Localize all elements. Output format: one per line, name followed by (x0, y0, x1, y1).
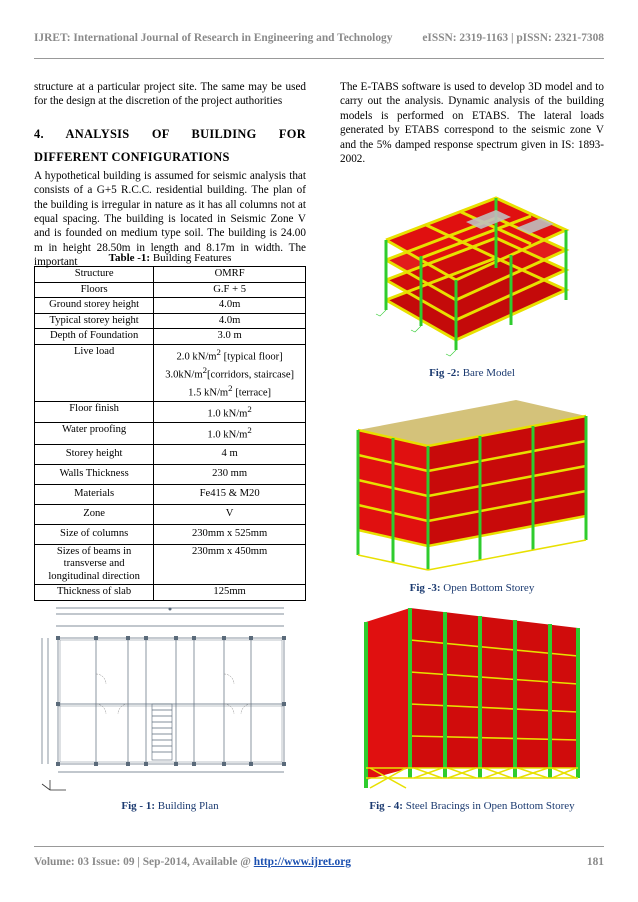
fig4-caption (340, 800, 604, 812)
table-key: Size of columns (35, 524, 154, 544)
building-plan-drawing (36, 604, 304, 796)
live-load-typical-note: [typical floor] (220, 351, 283, 363)
fig1-label: Fig - 1: (121, 800, 156, 812)
table-value: 230mm x 450mm (154, 544, 306, 585)
table-key: Live load (35, 344, 154, 401)
table-key: Depth of Foundation (35, 329, 154, 345)
table-value: 4 m (154, 444, 306, 464)
page-header (34, 32, 604, 52)
live-load-corridor-note: [corridors, staircase] (206, 369, 295, 381)
fig1-text: Building Plan (155, 800, 219, 812)
table-value (154, 344, 306, 401)
issn-info: eISSN: 2319-1163 | pISSN: 2321-7308 (422, 32, 604, 44)
building-features-table (34, 266, 306, 601)
fig3-text: Open Bottom Storey (440, 582, 535, 594)
table-row (35, 484, 306, 504)
open-bottom-storey-figure (340, 390, 604, 578)
table-value: 3.0 m (154, 329, 306, 345)
open-bottom-storey-render (340, 390, 604, 578)
fig3-caption (340, 582, 604, 594)
superscript: 2 (228, 383, 233, 394)
table-row (35, 329, 306, 345)
table-value: V (154, 504, 306, 524)
fig4-label: Fig - 4: (369, 800, 403, 812)
table-key: Structure (35, 267, 154, 283)
table-key: Sizes of beams in transverse and longitudinal direction (35, 544, 154, 585)
right-paragraph: The E-TABS software is used to develop 3D model and to carry out the analysis. Dynamic analysis of the building models is performed on ETABS. The lateral loads generated by ETABS correspond to the seismic zone V and the 5% damped response spectrum given in IS: 1893-2002. (340, 81, 604, 166)
table-row (35, 585, 306, 601)
table-label: Table -1: (108, 252, 151, 264)
table-value: Fe415 & M20 (154, 484, 306, 504)
page-footer (34, 856, 604, 868)
table-key: Ground storey height (35, 298, 154, 314)
table-row (35, 524, 306, 544)
superscript: 2 (216, 346, 221, 357)
superscript: 2 (202, 365, 207, 376)
table-value: G.F + 5 (154, 282, 306, 298)
fig1-caption (36, 800, 304, 812)
table-value: 4.0m (154, 313, 306, 329)
table-row (35, 544, 306, 585)
table-key: Walls Thickness (35, 464, 154, 484)
table-key: Materials (35, 484, 154, 504)
table-row (35, 423, 306, 444)
table-row (35, 313, 306, 329)
table-key: Zone (35, 504, 154, 524)
table-value: 230 mm (154, 464, 306, 484)
journal-url-link[interactable]: http://www.ijret.org (253, 856, 351, 868)
fig4-text: Steel Bracings in Open Bottom Storey (402, 800, 575, 812)
table-key: Storey height (35, 444, 154, 464)
table-key: Thickness of slab (35, 585, 154, 601)
header-rule (34, 58, 604, 59)
live-load-corridor: 3.0kN/m (165, 369, 203, 381)
table-row (35, 282, 306, 298)
table-row (35, 267, 306, 283)
fig2-text: Bare Model (459, 367, 515, 379)
left-column (34, 80, 306, 270)
table-value (154, 423, 306, 444)
page-number: 181 (586, 856, 604, 868)
bare-model-render (346, 180, 598, 358)
bare-model-figure (346, 180, 598, 358)
floor-finish-value: 1.0 kN/m (207, 408, 248, 420)
table-row (35, 298, 306, 314)
footer-volume (34, 856, 351, 868)
water-proofing-value: 1.0 kN/m (207, 430, 248, 441)
fig2-caption (346, 367, 598, 379)
table-row (35, 402, 306, 423)
section-heading: 4. ANALYSIS OF BUILDING FOR DIFFERENT CONFIGURATIONS (34, 126, 306, 164)
journal-title: IJRET: International Journal of Research in Engineering and Technology (34, 32, 393, 44)
table-row (35, 344, 306, 401)
intro-paragraph: structure at a particular project site. The same may be used for the design at the discretion of the project authorities (34, 81, 306, 108)
steel-bracings-figure (350, 600, 594, 796)
right-column (340, 80, 604, 166)
table-row (35, 444, 306, 464)
section-paragraph: A hypothetical building is assumed for seismic analysis that consists of a G+5 R.C.C. residential building. The plan of the building is irregular in nature as it has all columns not at equal spacing. The building is located in Seismic Zone V and is founded on medium type soil. The building is 24.00 m in height 28.50m in length and 8.17m in width. The important (34, 169, 306, 269)
footer-volume-text: Volume: 03 Issue: 09 | Sep-2014, Available @ (34, 856, 254, 868)
building-plan-figure (36, 604, 304, 796)
table-value: 4.0m (154, 298, 306, 314)
table-row (35, 504, 306, 524)
table-title-text: Building Features (150, 252, 232, 264)
live-load-typical: 2.0 kN/m (176, 351, 217, 363)
table-key: Floors (35, 282, 154, 298)
table-key: Floor finish (35, 402, 154, 423)
table-value: OMRF (154, 267, 306, 283)
table-value: 230mm x 525mm (154, 524, 306, 544)
fig3-label: Fig -3: (409, 582, 441, 594)
live-load-terrace-note: [terrace] (232, 387, 272, 399)
fig2-label: Fig -2: (429, 367, 460, 379)
superscript: 2 (247, 425, 252, 436)
live-load-terrace: 1.5 kN/m (188, 387, 229, 399)
table-key: Typical storey height (35, 313, 154, 329)
footer-rule (34, 846, 604, 847)
superscript: 2 (247, 404, 252, 415)
steel-bracings-render (350, 600, 594, 796)
table-value: 125mm (154, 585, 306, 601)
table-row (35, 464, 306, 484)
table-key: Water proofing (35, 423, 154, 444)
table-value (154, 402, 306, 423)
table-title (34, 252, 306, 264)
